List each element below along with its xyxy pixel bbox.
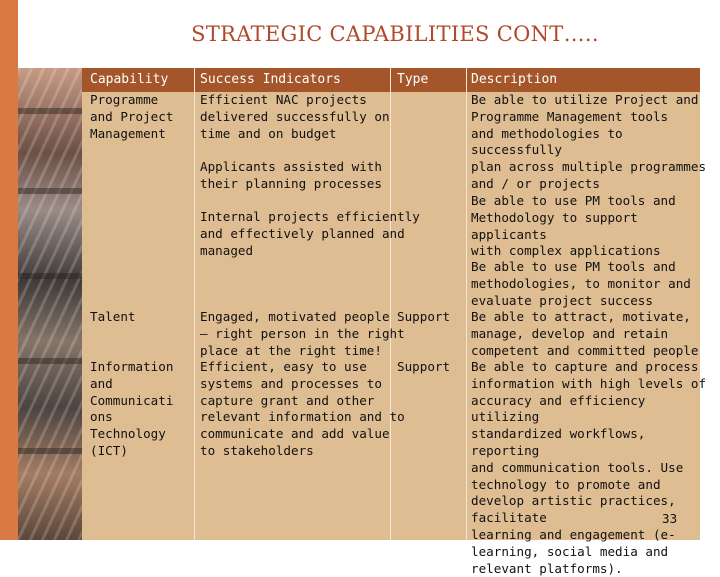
description-cell: Be able to capture and process information with high levels of accuracy and efficiency utilizing standardized workflows, reporting and communication tools. Use technology to promote and develop artistic practices, facilitate learning and engagement (e- learning, social media and relevant platforms).: [471, 359, 707, 576]
decorative-photo-strip: [18, 68, 82, 540]
description-cell: Be able to use PM tools and methodologies, to monitor and evaluate project success: [471, 259, 691, 308]
type-cell: Support: [397, 309, 451, 324]
indicator-cell: Efficient, easy to use systems and processes to capture grant and other relevant information and to communicate and add value to stakeholders: [200, 359, 405, 458]
capability-cell: Information and Communicati ons Technology (ICT): [90, 359, 174, 458]
capability-cell: Programme and Project Management: [90, 92, 174, 141]
description-cell: Be able to utilize Project and Programme Management tools and methodologies to successfully plan across multiple programmes and / or projects: [471, 92, 707, 191]
slide-title: STRATEGIC CAPABILITIES CONT…..: [191, 22, 599, 46]
header-capability: Capability: [90, 72, 169, 87]
accent-band: [0, 0, 18, 540]
capability-cell: Talent: [90, 309, 136, 324]
table-header-row: [82, 68, 700, 92]
header-success-indicators: Success Indicators: [200, 72, 341, 87]
header-type: Type: [397, 72, 429, 87]
slide-number: 33: [662, 511, 678, 526]
indicator-cell: Efficient NAC projects delivered successfully on time and on budget: [200, 92, 390, 141]
type-cell: Support: [397, 359, 451, 374]
indicator-cell: Applicants assisted with their planning processes: [200, 159, 382, 191]
description-cell: Be able to attract, motivate, manage, develop and retain competent and committed people: [471, 309, 699, 358]
indicator-cell: Internal projects efficiently and effectively planned and managed: [200, 209, 420, 258]
description-cell: Be able to use PM tools and Methodology to support applicants with complex applications: [471, 193, 676, 259]
header-description: Description: [471, 72, 558, 87]
indicator-cell: Engaged, motivated people – right person in the right place at the right time!: [200, 309, 405, 358]
